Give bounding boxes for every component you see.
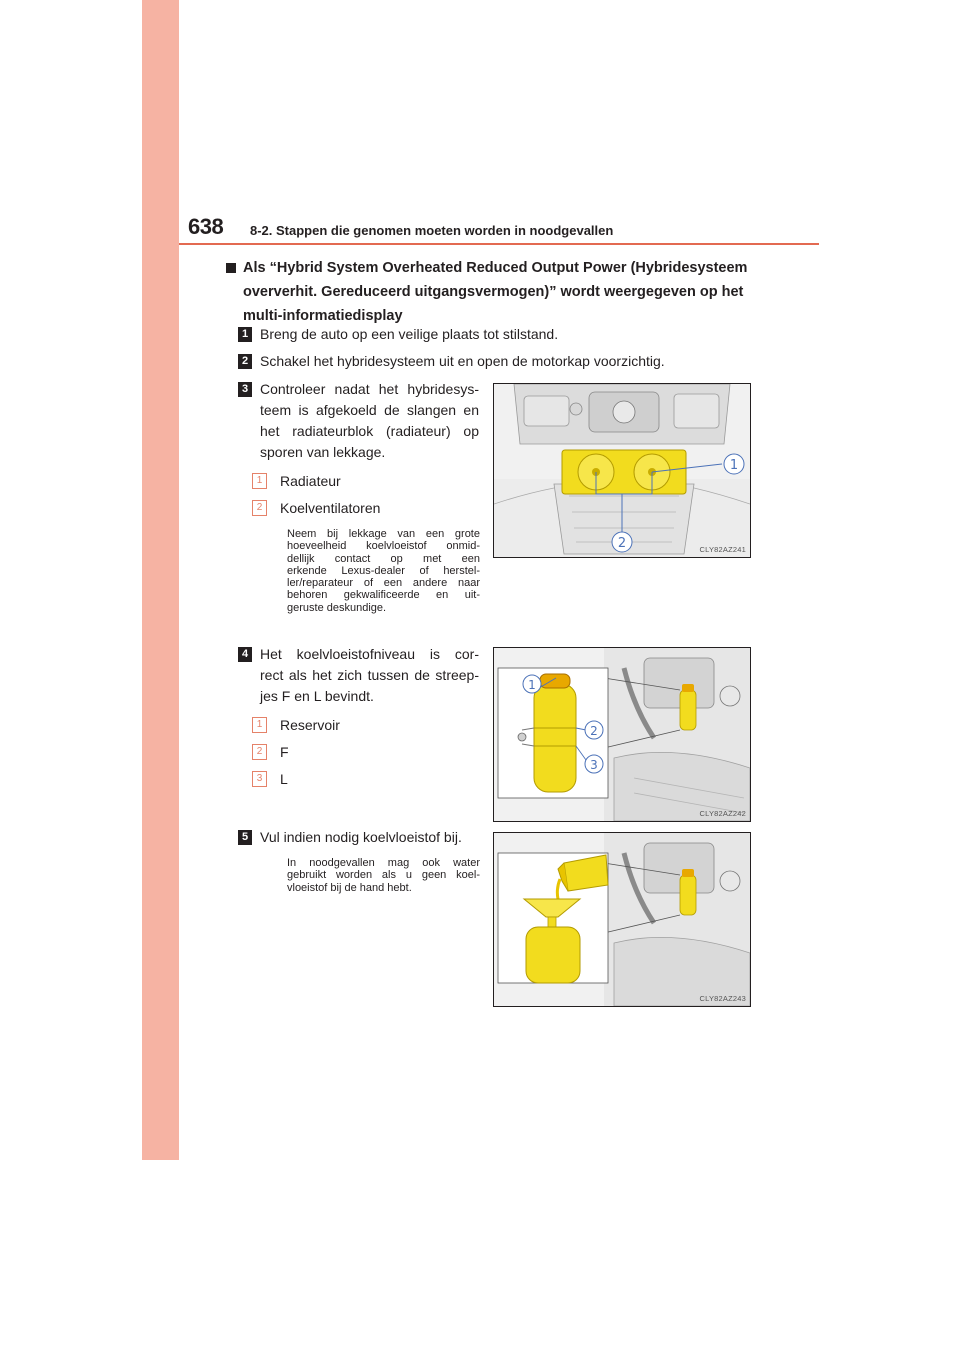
legend-number: 1 xyxy=(252,473,267,489)
legend-label: Radiateur xyxy=(280,473,341,489)
step-number-badge: 3 xyxy=(238,382,252,397)
reservoir-figure xyxy=(493,647,751,822)
legend-number: 2 xyxy=(252,744,267,760)
note-line: ler/reparateur of een andere naar xyxy=(287,577,480,590)
step-number-badge: 4 xyxy=(238,647,252,662)
step-text: Schakel het hybridesysteem uit en open de motorkap voorzichtig. xyxy=(260,353,665,369)
note-line: geruste deskundige. xyxy=(287,601,387,614)
legend-number: 2 xyxy=(252,500,267,516)
legend-label: L xyxy=(280,771,288,787)
figure-callout: 2 xyxy=(617,536,627,551)
step-number-badge: 1 xyxy=(238,327,252,342)
note-line: dellijk contact op met een xyxy=(287,552,480,565)
radiator-illustration xyxy=(494,384,750,557)
legend-label: Koelventilatoren xyxy=(280,500,381,516)
heading-line: multi-informatiedisplay xyxy=(243,308,403,324)
step-text: Vul indien nodig koelvloeistof bij. xyxy=(260,829,462,845)
legend-label: F xyxy=(280,744,289,760)
figure-code: CLY82AZ242 xyxy=(699,809,746,818)
refill-figure xyxy=(493,832,751,1007)
paragraph-line: Controleer nadat het hybridesys- xyxy=(260,381,479,397)
note-line: erkende Lexus-dealer of herstel- xyxy=(287,564,480,577)
note-line: vloeistof bij de hand hebt. xyxy=(287,881,412,894)
step-paragraph xyxy=(260,379,479,463)
heading-line: oververhit. Gereduceerd uitgangsvermogen)” wordt weergegeven op het xyxy=(243,284,744,300)
header-rule xyxy=(179,243,819,245)
refill-illustration xyxy=(494,833,750,1006)
procedure-heading xyxy=(226,256,756,328)
note-line: behoren gekwalificeerde en uit- xyxy=(287,589,480,602)
water-note xyxy=(287,857,480,894)
leak-note xyxy=(287,528,480,614)
heading-line: Als “Hybrid System Overheated Reduced Output Power (Hybridesysteem xyxy=(243,260,748,276)
legend-number: 1 xyxy=(252,717,267,733)
legend-number: 3 xyxy=(252,771,267,787)
step-number-badge: 5 xyxy=(238,830,252,845)
figure-callout: 1 xyxy=(528,678,536,692)
radiator-figure xyxy=(493,383,751,558)
chapter-side-bar xyxy=(142,0,179,1160)
step-text: Breng de auto op een veilige plaats tot stilstand. xyxy=(260,326,559,342)
paragraph-line: rect als het zich tussen de streep- xyxy=(260,667,479,683)
section-title: 8-2. Stappen die genomen moeten worden in noodgevallen xyxy=(250,223,614,238)
figure-callout: 3 xyxy=(590,758,598,772)
step-number-badge: 2 xyxy=(238,354,252,369)
page-number: 638 xyxy=(188,214,224,239)
figure-callout: 2 xyxy=(590,724,598,738)
paragraph-line: sporen van lekkage. xyxy=(260,444,386,460)
paragraph-line: het radiateurblok (radiateur) op xyxy=(260,423,479,439)
figure-callout: 1 xyxy=(729,458,739,473)
heading-square-icon xyxy=(226,263,236,273)
legend-label: Reservoir xyxy=(280,717,340,733)
reservoir-illustration xyxy=(494,648,750,821)
figure-code: CLY82AZ243 xyxy=(699,994,746,1003)
paragraph-line: Het koelvloeistofniveau is cor- xyxy=(260,646,479,662)
note-line: Neem bij lekkage van een grote xyxy=(287,528,480,540)
note-line: gebruikt worden als u geen koel- xyxy=(287,869,480,882)
note-line: hoeveelheid koelvloeistof onmid- xyxy=(287,540,480,553)
note-line: In noodgevallen mag ook water xyxy=(287,857,480,869)
step-paragraph xyxy=(260,644,479,707)
paragraph-line: jes F en L bevindt. xyxy=(260,688,374,704)
figure-code: CLY82AZ241 xyxy=(699,545,746,554)
paragraph-line: teem is afgekoeld de slangen en xyxy=(260,402,479,418)
